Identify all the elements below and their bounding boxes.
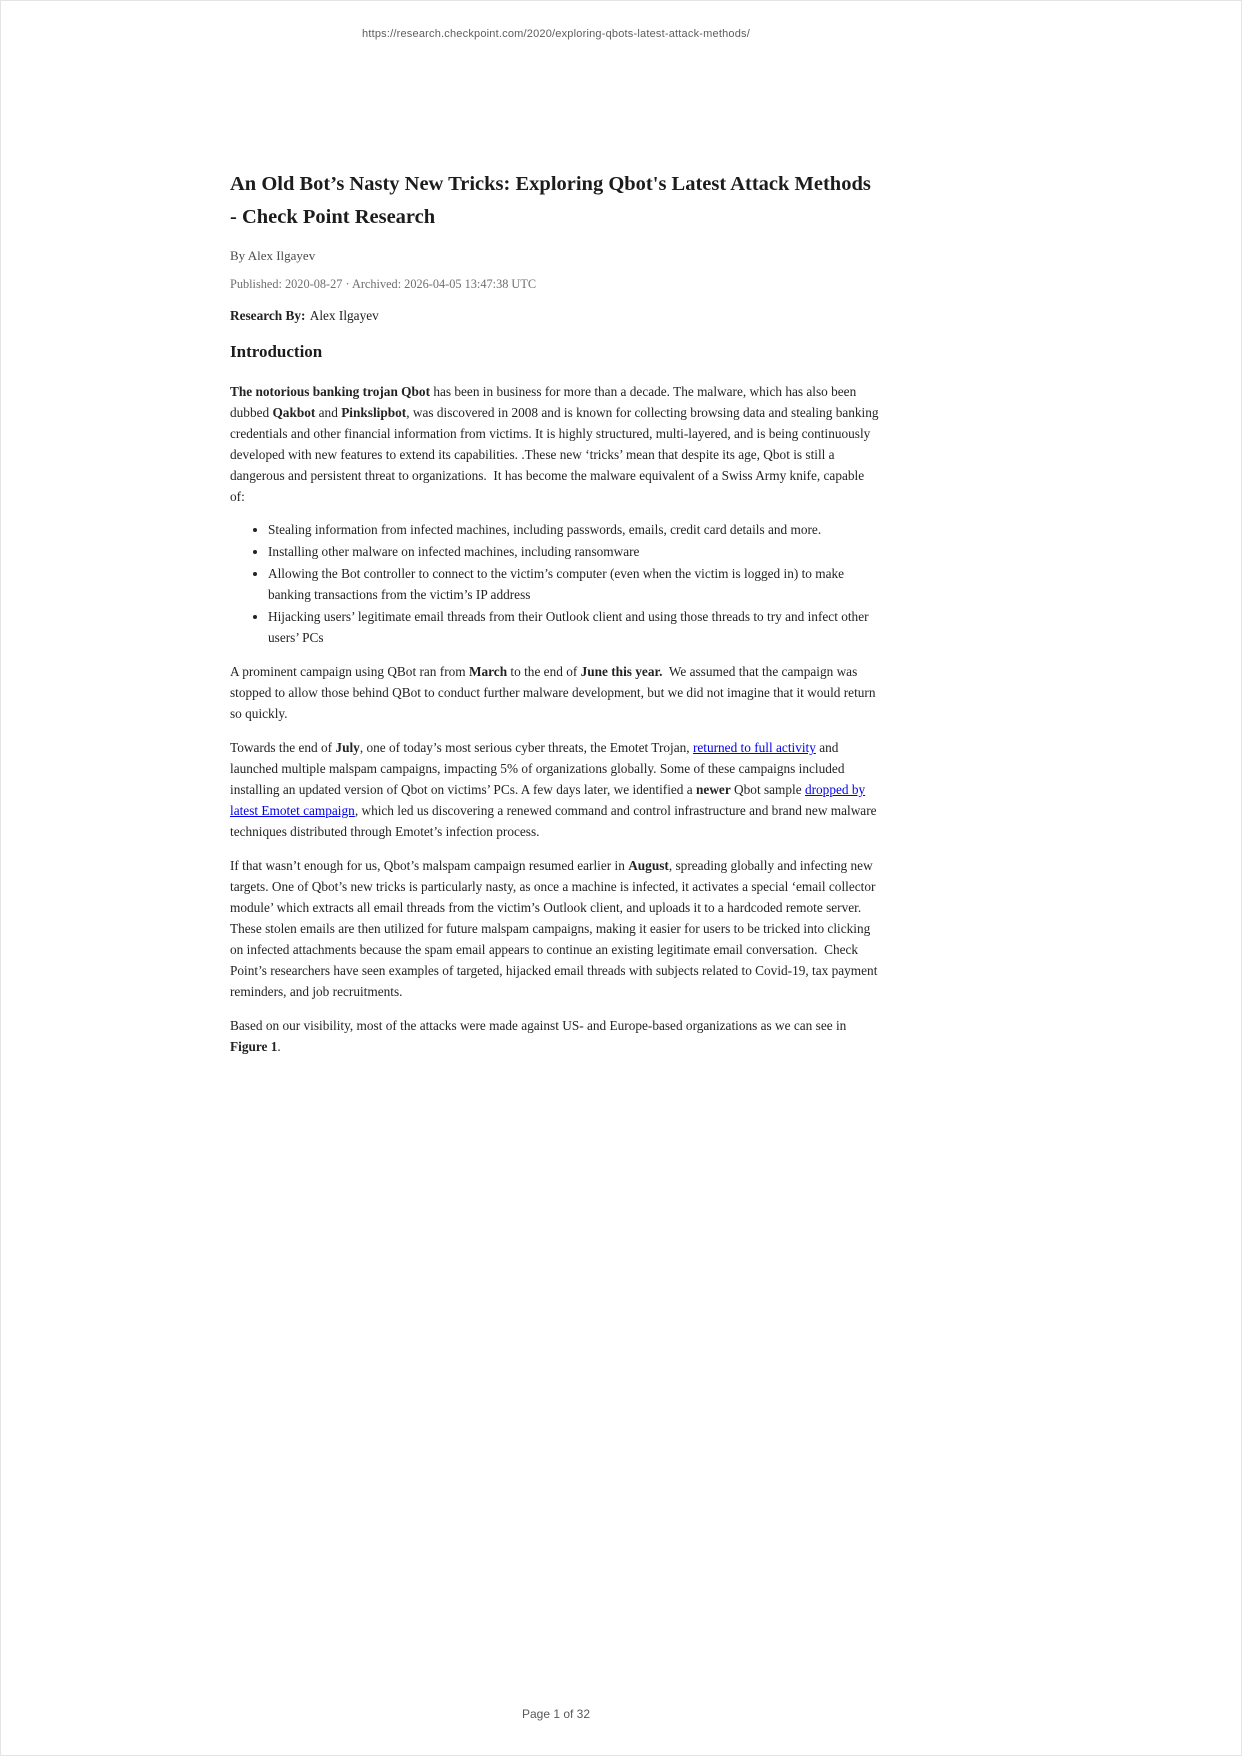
bold-text: Pinkslipbot xyxy=(341,405,407,420)
article-body xyxy=(230,381,882,1057)
bold-text: newer xyxy=(696,782,731,797)
list-item xyxy=(268,519,882,540)
article-byline: By Alex Ilgayev xyxy=(230,248,316,263)
research-by-value: Alex Ilgayev xyxy=(309,308,379,323)
text-run: Based on our visibility, most of the attacks were made against US- and Europe-based organizations as we can see in xyxy=(230,1018,847,1033)
research-by-line xyxy=(230,308,882,324)
bold-text: March xyxy=(468,664,508,679)
text-run: to the end of xyxy=(507,664,581,679)
inline-link[interactable]: returned to full activity xyxy=(692,740,816,755)
bold-text: July xyxy=(335,740,360,755)
text-run: Installing other malware on infected machines, including ransomware xyxy=(268,544,640,559)
text-run: , spreading globally and infecting new targets. One of Qbot’s new tricks is particularly nasty, as once a machine is infected, it activates a special ‘email collector module’ which extracts all email threads from the victim’s Outlook client, and uploads it to a hardcoded remote server. These stolen emails are then utilized for future malspam campaigns, making it easier for users to be tricked into clicking on infected attachments because the spam email appears to continue an existing legitimate email conversation. Check Point’s researchers have seen examples of targeted, hijacked email threads with subjects related to Covid-19, tax payment reminders, and job recruitments. xyxy=(230,858,878,999)
page-number-footer: Page 1 of 32 xyxy=(521,1707,591,1721)
text-run: A prominent campaign using QBot ran from xyxy=(230,664,469,679)
bold-text: The notorious banking trojan Qbot xyxy=(230,384,430,399)
text-run: Hijacking users’ legitimate email threads from their Outlook client and using those threads to try and infect other users’ PCs xyxy=(268,609,869,645)
list-item xyxy=(268,541,882,562)
section-heading-introduction: Introduction xyxy=(230,342,323,361)
text-run: If that wasn’t enough for us, Qbot’s malspam campaign resumed earlier in xyxy=(230,858,629,873)
article-title: An Old Bot’s Nasty New Tricks: Exploring Qbot's Latest Attack Methods - Check Point Research xyxy=(230,173,871,228)
archive-url-header: https://research.checkpoint.com/2020/exploring-qbots-latest-attack-methods/ xyxy=(362,28,750,40)
text-run: and launched multiple malspam campaigns, impacting 5% of organizations globally. Some of these campaigns included installing an updated version of Qbot on victims’ PCs. A few days later, we identified a xyxy=(230,740,845,797)
bold-text: August xyxy=(628,858,669,873)
text-run: , was discovered in 2008 and is known for collecting browsing data and stealing banking credentials and other financial information from victims. It is highly structured, multi-layered, and is being continuously developed with new features to extend its capabilities. .These new ‘tricks’ mean that despite its age, Qbot is still a dangerous and persistent threat to organizations. It has become the malware equivalent of a Swiss Army knife, capable of: xyxy=(230,405,879,504)
content-column xyxy=(230,1,882,1057)
text-run: Towards the end of xyxy=(230,740,336,755)
list-item xyxy=(268,606,882,648)
inline-link[interactable]: dropped by latest Emotet campaign xyxy=(230,782,866,818)
paragraph xyxy=(230,381,882,507)
bold-text: Figure 1 xyxy=(230,1039,278,1054)
paragraph xyxy=(230,661,882,724)
published-archived-line: Published: 2020-08-27 · Archived: 2026-04-05 13:47:38 UTC xyxy=(230,277,537,291)
list-item xyxy=(268,563,882,605)
paragraph xyxy=(230,1015,882,1057)
bold-text: Qakbot xyxy=(272,405,316,420)
text-run: Qbot sample xyxy=(730,782,805,797)
bullet-list xyxy=(230,519,882,648)
text-run: Stealing information from infected machines, including passwords, emails, credit card details and more. xyxy=(268,522,822,537)
text-run: . xyxy=(277,1039,281,1054)
text-run: and xyxy=(315,405,342,420)
paragraph xyxy=(230,855,882,1002)
text-run: Allowing the Bot controller to connect to the victim’s computer (even when the victim is logged in) to make banking transactions from the victim’s IP address xyxy=(268,566,845,602)
text-run: , one of today’s most serious cyber threats, the Emotet Trojan, xyxy=(359,740,693,755)
text-run: has been in business for more than a decade. The malware, which has also been dubbed xyxy=(230,384,857,420)
text-run: We assumed that the campaign was stopped to allow those behind QBot to conduct further malware development, but we did not imagine that it would return so quickly. xyxy=(230,664,876,721)
text-run: , which led us discovering a renewed command and control infrastructure and brand new malware techniques distributed through Emotet’s infection process. xyxy=(230,803,877,839)
research-by-label: Research By: xyxy=(230,308,306,323)
paragraph xyxy=(230,737,882,842)
bold-text: June this year. xyxy=(580,664,663,679)
